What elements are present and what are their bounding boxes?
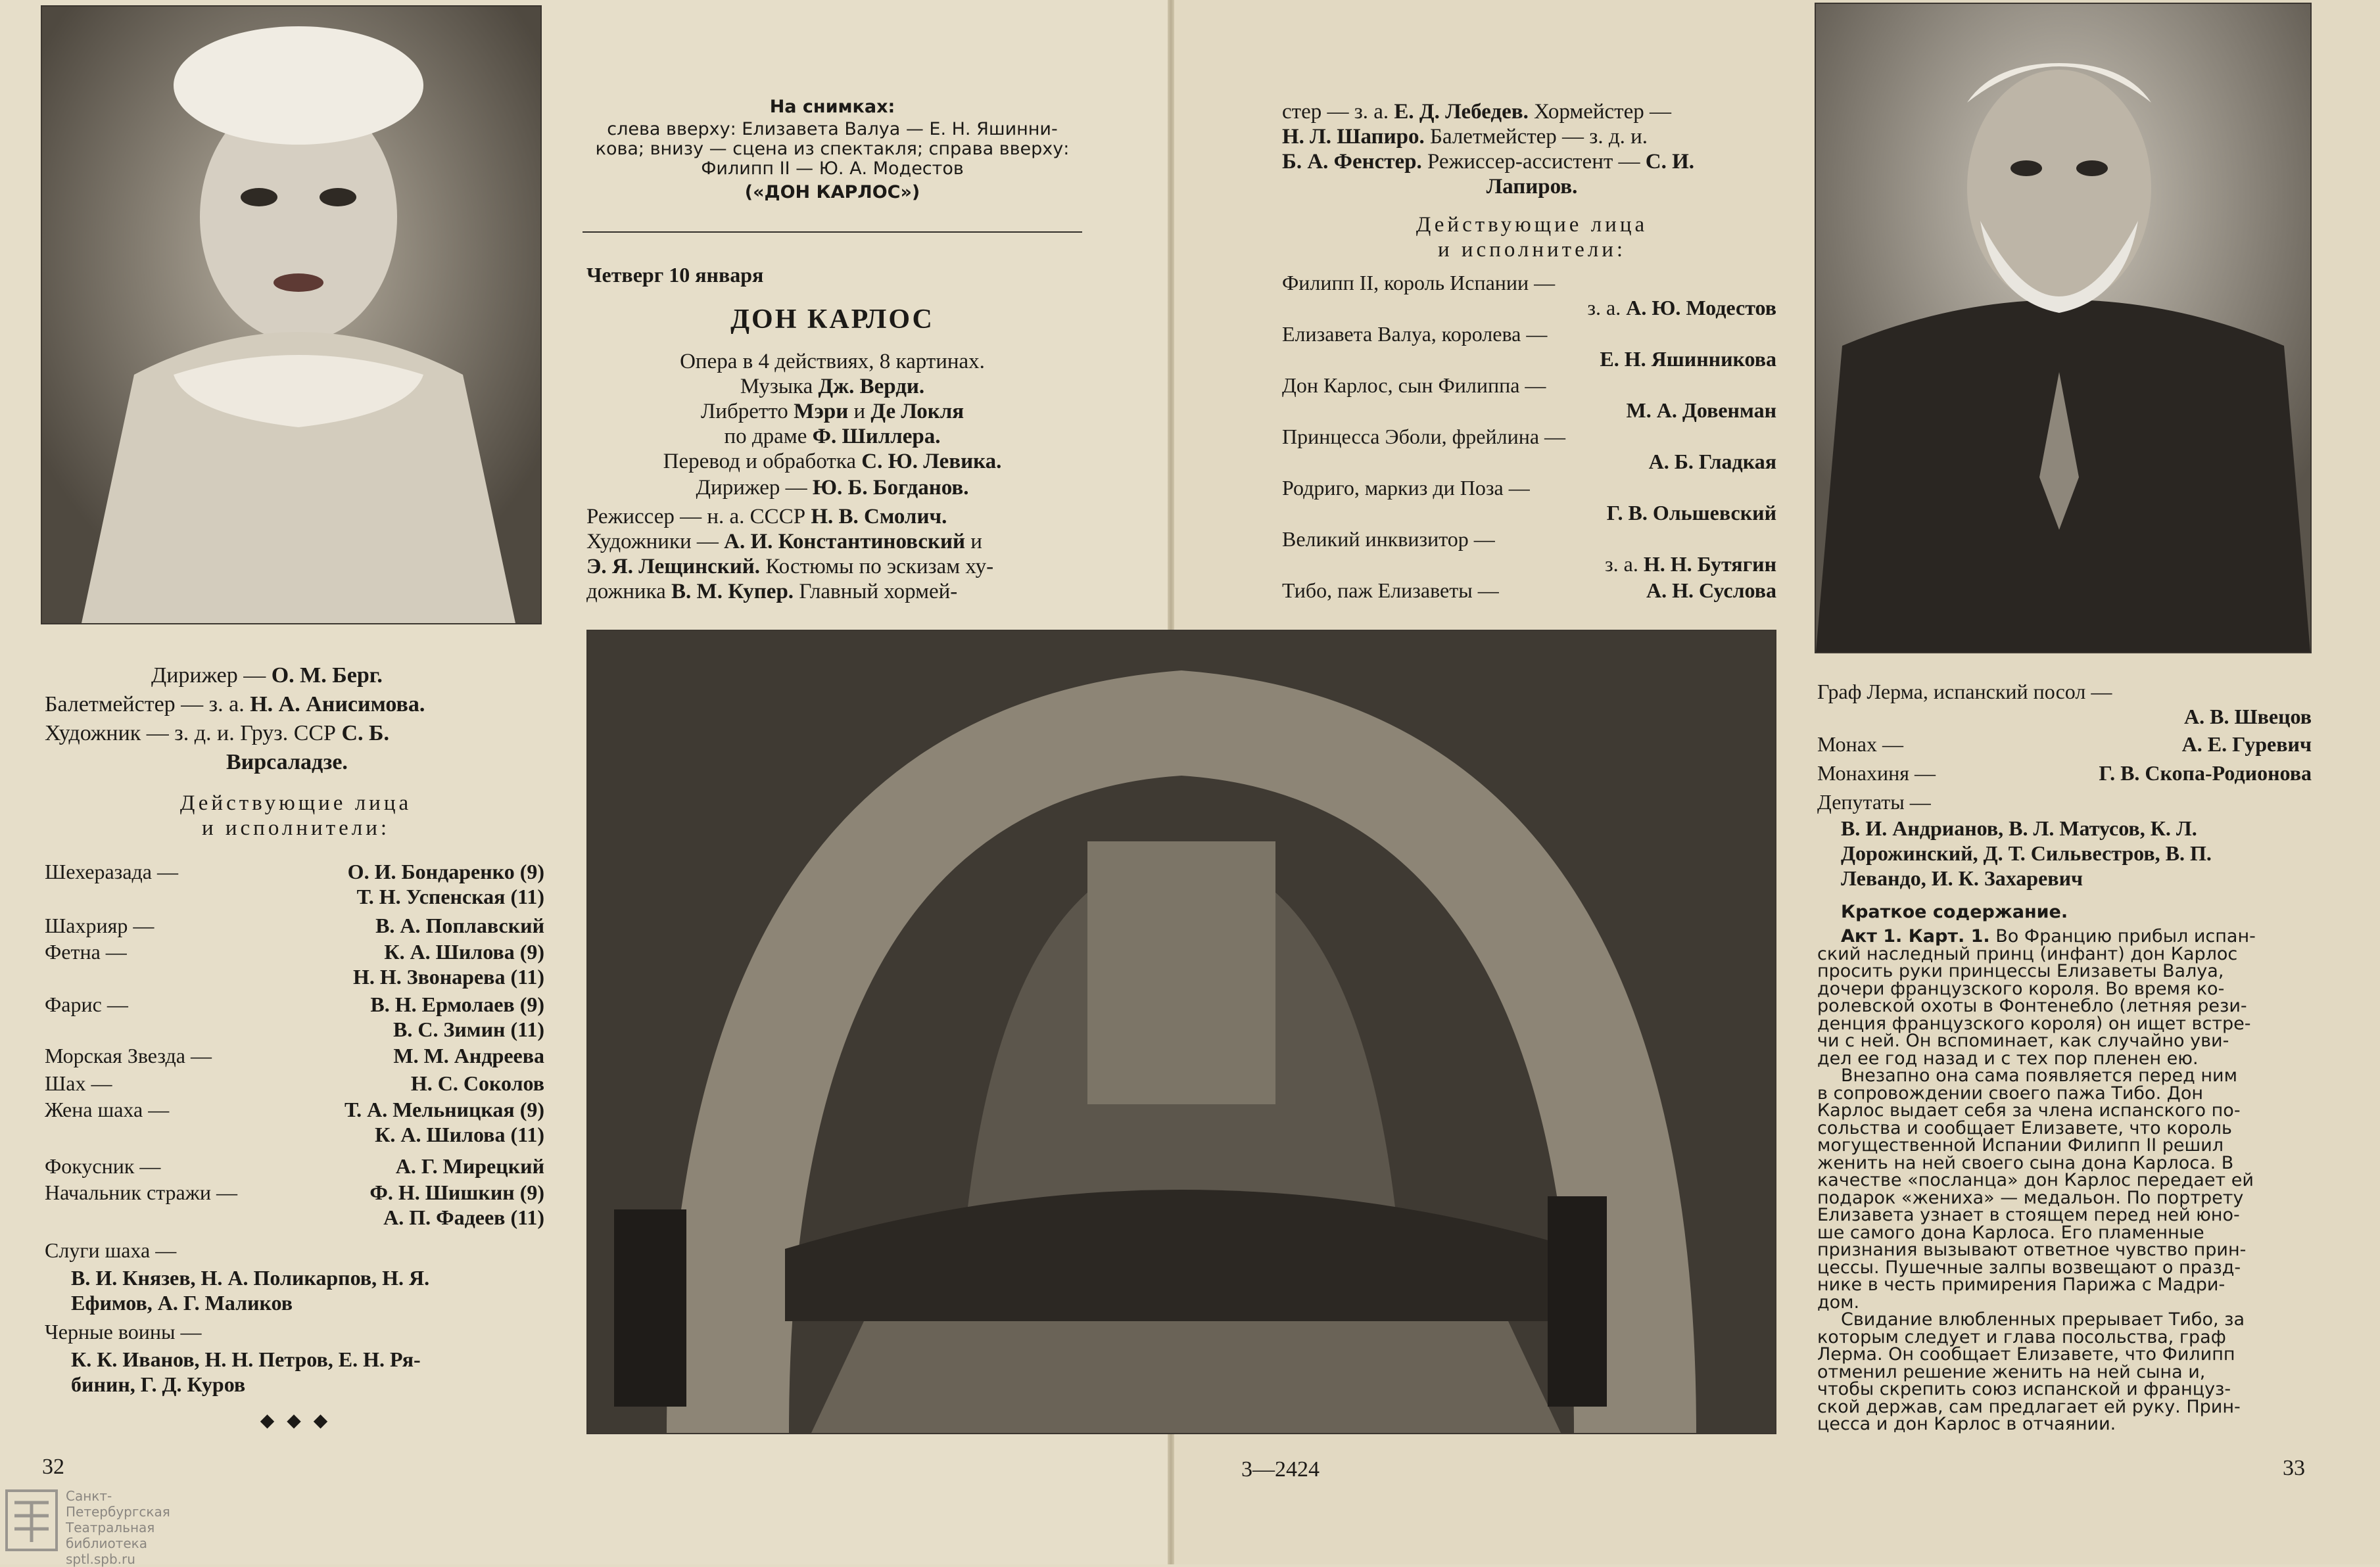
left-designer-line-2 [226, 749, 348, 776]
signature-mark: 3—2424 [1241, 1457, 1320, 1482]
music-label: Музыка [740, 375, 819, 398]
chorus-master-label: Главный хормей- [794, 580, 958, 603]
director-credit [586, 503, 947, 530]
libretto-credit [583, 398, 1082, 425]
caption-line: На снимках: [769, 97, 895, 117]
monk-actor: А. Е. Гуревич [2181, 732, 2312, 756]
cast-row-monk [1817, 731, 2312, 757]
dramatist-name: Ф. Шиллера. [812, 425, 941, 448]
left-cast-heading: Действующие лица [179, 791, 412, 815]
librettist-1: Мэри [794, 400, 849, 423]
artist-1: А. И. Константиновский [724, 530, 966, 553]
artists-credit-2 [586, 553, 993, 580]
rc1-c: Хормейстер — [1528, 100, 1671, 124]
right-credit-line-3 [1282, 149, 1694, 175]
rc1-b: Е. Д. Лебедев. [1394, 100, 1529, 124]
after-label: по драме [724, 425, 813, 448]
cast-row-nun [1817, 760, 2312, 786]
servants-line-2: Ефимов, А. Г. Маликов [71, 1291, 293, 1315]
synopsis-line-text: ской держав, сам предлагает ей руку. Прин- [1817, 1396, 2241, 1417]
left-cast-role: Шехеразада — [45, 860, 178, 883]
synopsis-line-text: женить на ней своего сына дона Карлоса. В [1817, 1152, 2234, 1173]
synopsis-line-text: Свидание влюбленных прерывает Тибо, за [1841, 1309, 2245, 1330]
synopsis-line-text: ролевской охоты в Фонтенебло (летняя рези- [1817, 996, 2247, 1016]
right-cast-actor [1282, 397, 1776, 423]
conductor-name: О. М. Берг. [271, 663, 383, 688]
opera-title: ДОН КАРЛОС [730, 304, 934, 335]
right-cast-actor-title: з. а. [1605, 552, 1644, 576]
rc1-a: стер — з. а. [1282, 100, 1394, 124]
music-credit [583, 373, 1082, 400]
ballet-master-name: Н. А. Анисимова. [250, 692, 425, 716]
synopsis-line-text: нике в честь примирения Парижа с Мадри- [1817, 1275, 2225, 1295]
synopsis-line-text: денция французского короля) он ищет встре- [1817, 1013, 2251, 1034]
left-page-number: 32 [42, 1455, 64, 1479]
conductor-label: Дирижер — [151, 663, 272, 688]
right-cast-role: Дон Карлос, сын Филиппа — [1282, 373, 1546, 397]
tibo-actor: А. Н. Суслова [1646, 578, 1776, 602]
left-cast-actor: Н. С. Соколов [410, 1071, 544, 1095]
left-cast-role: Шахрияр — [45, 914, 155, 937]
deputies-line-3: Левандо, И. К. Захаревич [1841, 866, 2083, 890]
librettist-2: Де Локля [870, 400, 964, 423]
right-cast-actor-name: А. Б. Гладкая [1648, 450, 1776, 473]
library-stamp-line: sptl.spb.ru [66, 1551, 135, 1567]
right-cast-actor [1282, 346, 1776, 372]
rc2-a: Н. Л. Шапиро. [1282, 125, 1425, 149]
program-conductor-label: Дирижер — [696, 476, 813, 500]
source-drama-credit [583, 423, 1082, 450]
designer-initials: С. Б. [341, 721, 390, 745]
cast-row-tibo [1282, 577, 1776, 603]
caption-line: слева вверху: Елизавета Валуа — Е. Н. Яшинни- [607, 119, 1058, 139]
left-cast-actor: Н. Н. Звонарева (11) [353, 965, 544, 989]
synopsis-line-text: просить руки принцессы Елизаветы Валуа, [1817, 961, 2224, 981]
artists-credit [586, 528, 982, 555]
portrait-elizabeth-photo [41, 5, 542, 624]
synopsis-line-text: чи с ней. Он вспоминает, как случайно уви- [1817, 1031, 2229, 1051]
portrait-philip-photo [1815, 3, 2312, 653]
right-credit-line-2 [1282, 124, 1648, 150]
deputies-label: Депутаты — [1817, 790, 1931, 814]
synopsis-heading: Краткое содержание. [1841, 902, 2068, 922]
servants-label: Слуги шаха — [45, 1238, 177, 1262]
warriors-line-1: К. К. Иванов, Н. Н. Петров, Е. Н. Ря- [71, 1347, 421, 1371]
synopsis-line-text: сольства и сообщает Елизавете, что король [1817, 1117, 2232, 1138]
right-cast-actor [1282, 294, 1776, 321]
left-cast-role: Фетна — [45, 940, 127, 964]
right-cast-role: Родриго, маркиз ди Поза — [1282, 476, 1530, 500]
performance-date: Четверг 10 января [586, 263, 764, 287]
costumes-label: Костюмы по эскизам ху- [760, 555, 994, 578]
left-conductor-line [151, 663, 383, 689]
ballet-master-label: Балетмейстер — з. а. [45, 692, 250, 716]
rc3-a: Б. А. Фенстер. [1282, 150, 1422, 174]
tibo-role: Тибо, паж Елизаветы — [1282, 578, 1499, 602]
caption-rule [583, 231, 1082, 233]
synopsis-line-text: Елизавета узнает в стоящем перед ней юно- [1817, 1205, 2240, 1225]
right-credit-line-1 [1282, 99, 1671, 125]
stage-scene-photo [586, 630, 1776, 1434]
left-cast-actor: М. М. Андреева [393, 1044, 544, 1067]
artists-label: Художники — [586, 530, 725, 553]
synopsis-line-text: ский наследный принц (инфант) дон Карлос [1817, 943, 2238, 964]
right-cast-actor-title: з. а. [1587, 296, 1627, 319]
library-stamp [5, 1485, 176, 1567]
left-cast-role: Жена шаха — [45, 1098, 170, 1121]
right-cast-heading: Действующие лица [1416, 213, 1648, 237]
right-page-number: 33 [2283, 1456, 2305, 1480]
composer-name: Дж. Верди. [818, 375, 925, 398]
synopsis-line-text: цессы. Пушечные залпы возвещают о празд- [1817, 1257, 2241, 1278]
synopsis-line-text: могущественной Испании Филипп II решил [1817, 1135, 2224, 1156]
right-cast-actor-name: Е. Н. Яшинникова [1600, 347, 1776, 371]
synopsis-line-text: Во Францию прибыл испан- [1989, 926, 2256, 947]
caption-line: («ДОН КАРЛОС») [744, 182, 920, 202]
synopsis-line-text: которым следует и глава посольства, граф [1817, 1326, 2226, 1347]
left-cast-role: Фарис — [45, 993, 128, 1016]
left-designer-line [45, 720, 389, 747]
left-cast-actor: В. Н. Ермолаев (9) [370, 993, 544, 1016]
rc2-b: Балетмейстер — з. д. и. [1424, 125, 1648, 149]
translator-name: С. Ю. Левика. [861, 450, 1002, 473]
right-cast-role: Елизавета Валуа, королева — [1282, 322, 1548, 346]
opera-subtitle: Опера в 4 действиях, 8 картинах. [680, 350, 985, 373]
right-cast-role: Великий инквизитор — [1282, 527, 1495, 551]
right-cast-role: Филипп II, король Испании — [1282, 271, 1556, 294]
libretto-label: Либретто [700, 400, 794, 423]
synopsis-line-text: ше самого дона Карлоса. Его пламенные [1817, 1222, 2204, 1243]
left-cast-actor: К. А. Шилова (9) [384, 940, 544, 964]
left-cast-role: Начальник стражи — [45, 1181, 237, 1204]
caption-line: кова; внизу — сцена из спектакля; справа вверху: [595, 139, 1070, 159]
synopsis-line-text: Лерма. Он сообщает Елизавете, что Филипп [1817, 1344, 2235, 1365]
designer-surname: Вирсаладзе. [226, 750, 348, 774]
right-cast-actor-name: М. А. Довенман [1626, 398, 1776, 422]
artists-and: и [965, 530, 982, 553]
synopsis-line-text: подарок «жениха» — медальон. По портрету [1817, 1187, 2244, 1208]
rc3-b: Режиссер-ассистент — [1421, 150, 1646, 174]
costume-artist-label: дожника [586, 580, 672, 603]
library-stamp-line: Театральная [66, 1520, 155, 1535]
right-cast-role: Принцесса Эболи, фрейлина — [1282, 425, 1566, 448]
synopsis-line-text: признания вызывают ответное чувство прин- [1817, 1240, 2247, 1260]
right-cast-actor-name: А. Ю. Модестов [1626, 296, 1776, 319]
lerma-role: Граф Лерма, испанский посол — [1817, 680, 2112, 703]
left-cast-actor: Т. А. Мельницкая (9) [345, 1098, 544, 1121]
costume-artist-name: В. М. Купер. [671, 580, 794, 603]
left-cast-actor: К. А. Шилова (11) [375, 1123, 544, 1146]
left-cast-role: Фокусник — [45, 1154, 161, 1178]
left-cast-actor: В. С. Зимин (11) [393, 1017, 544, 1041]
left-cast-actor: В. А. Поплавский [375, 914, 544, 937]
deputies-line-1: В. И. Андрианов, В. Л. Матусов, К. Л. [1841, 816, 2197, 840]
synopsis-act-label: Акт 1. Карт. 1. [1841, 926, 1990, 947]
library-stamp-line: Санкт-Петербургская [66, 1488, 170, 1520]
synopsis-line-text: дочери французского короля. Во время ко- [1817, 978, 2225, 999]
synopsis-line [1817, 1415, 2116, 1434]
program-conductor-name: Ю. Б. Богданов. [812, 476, 969, 500]
left-cast-actor: А. П. Фадеев (11) [383, 1205, 544, 1229]
right-cast-actor-name: Г. В. Ольшевский [1606, 501, 1776, 525]
left-cast-actor: О. И. Бондаренко (9) [347, 860, 544, 883]
nun-role: Монахиня — [1817, 761, 1936, 785]
left-cast-subheading: и исполнители: [201, 816, 391, 840]
deputies-line-2: Дорожинский, Д. Т. Сильвестров, В. П. [1841, 841, 2212, 865]
library-stamp-line: библиотека [66, 1535, 147, 1551]
synopsis-line-text: дом. [1817, 1292, 1860, 1313]
synopsis-line-text: цесса и дон Карлос в отчаянии. [1817, 1414, 2116, 1434]
left-cast-actor: Т. Н. Успенская (11) [356, 885, 544, 908]
director-name: Н. В. Смолич. [811, 505, 947, 528]
program-conductor [583, 475, 1082, 501]
synopsis-line-text: дел ее год назад и с тех пор пленен ею. [1817, 1048, 2199, 1069]
left-cast-actor: Ф. Н. Шишкин (9) [369, 1181, 544, 1204]
monk-role: Монах — [1817, 732, 1903, 756]
rc3-c: С. И. [1645, 150, 1695, 174]
left-cast-actor: А. Г. Мирецкий [395, 1154, 544, 1178]
translation-credit [583, 448, 1082, 475]
synopsis-line [1817, 1275, 2225, 1295]
artist-2: Э. Я. Лещинский. [586, 555, 761, 578]
designer-label: Художник — з. д. и. Груз. ССР [45, 721, 342, 745]
right-cast-actor [1282, 551, 1776, 577]
translation-label: Перевод и обработка [663, 450, 862, 473]
synopsis-line-text: чтобы скрепить союз испанской и француз- [1817, 1379, 2231, 1399]
servants-line-1: В. И. Князев, Н. А. Поликарпов, Н. Я. [71, 1266, 430, 1290]
library-logo-icon [5, 1489, 58, 1551]
right-cast-actor [1282, 500, 1776, 526]
library-stamp-text [66, 1488, 176, 1567]
right-credit-line-4: Лапиров. [1486, 175, 1578, 199]
synopsis-line-text: Внезапно она сама появляется перед ним [1841, 1065, 2237, 1086]
left-cast-role: Морская Звезда — [45, 1044, 212, 1067]
caption-line: Филипп II — Ю. А. Модестов [701, 158, 964, 179]
synopsis-line-text: отменил решение женить на ней сына и, [1817, 1361, 2206, 1382]
nun-actor: Г. В. Скопа-Родионова [2099, 761, 2312, 785]
left-ballet-master-line [45, 691, 425, 718]
director-label: Режиссер — н. а. СССР [586, 505, 811, 528]
warriors-line-2: бинин, Г. Д. Куров [71, 1372, 246, 1396]
right-cast-actor-name: Н. Н. Бутягин [1643, 552, 1776, 576]
right-cast-subheading: и исполнители: [1437, 238, 1627, 262]
synopsis-line-text: Карлос выдает себя за члена испанского по- [1817, 1100, 2241, 1121]
libretto-and: и [848, 400, 871, 423]
synopsis-line-text: качестве «посланца» дон Карлос передает ей [1817, 1170, 2254, 1190]
synopsis-line-text: в сопровождении своего пажа Тибо. Дон [1817, 1083, 2203, 1104]
artists-credit-3 [586, 578, 957, 605]
left-cast-role: Шах — [45, 1071, 112, 1095]
ornament-divider: ◆ ◆ ◆ [260, 1411, 332, 1431]
right-cast-actor [1282, 448, 1776, 475]
warriors-label: Черные воины — [45, 1320, 202, 1344]
lerma-actor: А. В. Швецов [2184, 705, 2312, 728]
